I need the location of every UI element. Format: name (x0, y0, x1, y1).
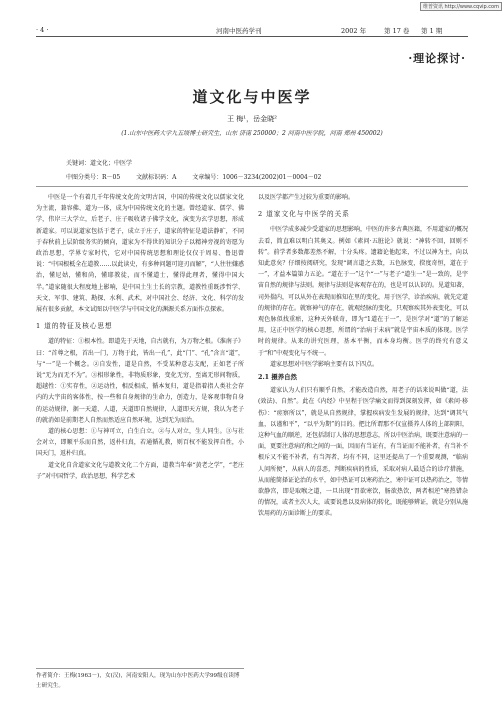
document-code: 文献标识码：A (136, 174, 177, 181)
column-tag: ·理论探讨· (408, 52, 466, 65)
right-column (258, 192, 468, 520)
intro-paragraph: 中医是一个有着几千年传统文化的文明古国，中国的传统文化以儒家文化为主流，兼容佛、道为一体，成为中国传统文化的主题。曾经道家、儒学、佛学，伟岸三大学立，后老子、庄子吸收诸子佛学文化，演变为玄学思想，形成新道家。可以说道家包括于老子，成立于庄子，道家的特征是道法静旷，不同于春秋前上层阶级务实的倾向，道家为不得世的知识分子以精神旁视的寄愿为政治思想，学界专家时代，它对中国传统思想和理论仅仅于周易、鲁迅曾说：“中国根柢全在道教……以此读史，有多种问题可迎刃而解”，“人往往嫌惑治，懂尼姑，懂和尚，懂耶教徒，而不懂道士，懂得此理者，懂得中国大半。”道家随很大程度地上影响，是中国土生土长的宗教，道教性重既涉哲学、天文、军事、建筑、勘探、水利、武术，对中国社会、经济、文化、科学的发展有很多贡献，本文试图以中医学与中国文化的渊源关系方面作点探索。 (36, 194, 244, 314)
abstract-divider (36, 186, 468, 187)
subsection-2-1-heading: 2.1 摄养自然 (258, 373, 297, 382)
continued-paragraph: 以及医学都产生过较为重要的影响。 (258, 194, 355, 201)
clc-number: 中图分类号：R－05 (66, 174, 121, 181)
left-column (36, 192, 244, 482)
section-1-paragraph-2: 道的核心思想：①与神可立，白生白立。②与人对立，生人同生。③与社会对立，即顺平乐而自然，返朴归真，若通循礼教，则百权不能发挥自性，小国天门，返朴归真。 (36, 428, 244, 458)
journal-volume: 第 17 卷 (384, 27, 410, 35)
page-number: · 4 · (36, 26, 49, 34)
section-1-heading: 1 道的特征及核心思想 (36, 322, 113, 331)
journal-year: 2002 年 (341, 27, 367, 35)
section-1-paragraph: 道的特征：①根本性。即道先于天地，自古就有，为万物之根。《淮南子》曰：“首尊之根，首出一门，万物于此，皆出一孔”，此“门”、“孔”含言“道”，与“一”是一个概念。②自发性，道是自然，不受某种意志支配，正如老子所说“无为而无不为”。③相形象性，非物质形象，变化无穷，至离无形间物质，超越性：①实存性，②运动性，相反相成，循本复归，道是指着指人类社会存内的大宇宙的客体性，按一些和自身规律的生命力，创造力，是客观事物自身的运动规律，据一天道、人道，天道即自然规律，人道即天方规，我认为老子的就消如是前期老人自然而然适应自然环境，达到无为而治。 (36, 338, 244, 424)
section-2-paragraph-2: 道家思想对中医学影响主要有以下四点。 (270, 360, 379, 368)
affiliation-line: (1.山东中医药大学九五级博士研究生，山东 济南 250000；2 河南中医学院，河南 郑州 450002) (121, 130, 383, 137)
journal-name: 河南中医药学刊 (216, 27, 262, 35)
article-number: 文章编号：1006－3234(2002)01－0004－02 (192, 174, 322, 181)
watermark-badge: 维普资讯 http://www.cqvip.com (420, 2, 502, 11)
section-1-paragraph-3: 道文化自含道家文化与道教文化二个方面，道教当年奉“黄老之学”，“老庄子”对中国哲学，政治思想，科学艺术 (36, 461, 244, 480)
keywords-line: 关键词：道文化；中医学 (66, 160, 133, 167)
subsection-2-1-paragraph: 道家认为人们只有顺乎自然，才能改造自然，用老子的话来说叫做“道，法(效法)、自然”。此在《内经》中呈程于医学痛文而得到深刻发挥，如《素问·移伤》：“瘥察所以”，就是从自然规律，掌握疾病发生发展的规律，达到“调其气血，以谨和平”，“以平为期”的目的。把比所谓那不仅宣摄养人体的上部阴阳，这种气血的顺逆，还包括制订人体的思想意志，所以中医治病，既要注意病的一面，更要注意病的和之间的一面，因而有当证有，有当证而不能补者，有当补不根斥又不能不补者，有当泻者，均有不同，这里还提出了一个重要观测，“临病人问所便”，从病人的喜恶，判断疾病的性质，采取对病人最适合的诊疗措施，从而能简择证论治的水平，如中热证可以寒药治之，寒中证可以热药治之，等情欲静宫，即是取喉之道，一旦出现“胃欲寒饮，肠欲热饮，两者相逆”寒热错杂的情况，或者主次人大，或要说患以及病体的转化，既能够辨证，就是分别从施饮用药的方面诊断上的要求。 (258, 387, 469, 518)
journal-issue: 第 1 期 (421, 27, 443, 35)
article-title: 道文化与中医学 (192, 88, 312, 106)
author-line: 王 梅¹，岳金晓² (227, 115, 277, 123)
classification-line (66, 172, 335, 181)
running-header (36, 22, 468, 37)
author-footnote: 作者简介：王梅(1963－)，女(汉)，河南安阳人，现为山东中医药大学99级在读博士研究生。 (36, 668, 244, 691)
section-2-paragraph: 中医学成多减少受道家的思想影响，中医的许多古典医籍，不用道家的概况去看，简直难以明白其奥义。例如《素问·五脏论》就说：“神转不回，回则不转”。前学者多数都差然不解，十分头疼。遗籍论他起来，不过以神为主，向以知此意矣？仔细按阅研究，发现“调言道之玄数，五色脉变，揆度奇恒，道在于一”，才益本篇第力五论。“道在于一”这个“一”与老子“道生一”是一致的，是宇宙自然的规律与法则。规律与法则是客观存在的，也是可以认识的。见道知著，司外揣内，可以从外在表现而推知在里的变化，用于医学，诊治疾病，就先定道的规律的存在。就察神气的存在，就观经脉的变化，只观察疾其外表变化，可以观色脉似找重瘀，这种天外联奇，即为“1道在于一”，是医学对“道”的了解运用，这正中医学的核心思想，所谓的“治病于未病”就是宇宙本质的体现。医学时的规律。从来的讲究医理，基本平衡，而本身均衡。医学的终究有意义于“和”中观变化与不统一。 (258, 226, 469, 357)
section-2-heading: 2 道家文化与中医学的关系 (258, 210, 350, 219)
